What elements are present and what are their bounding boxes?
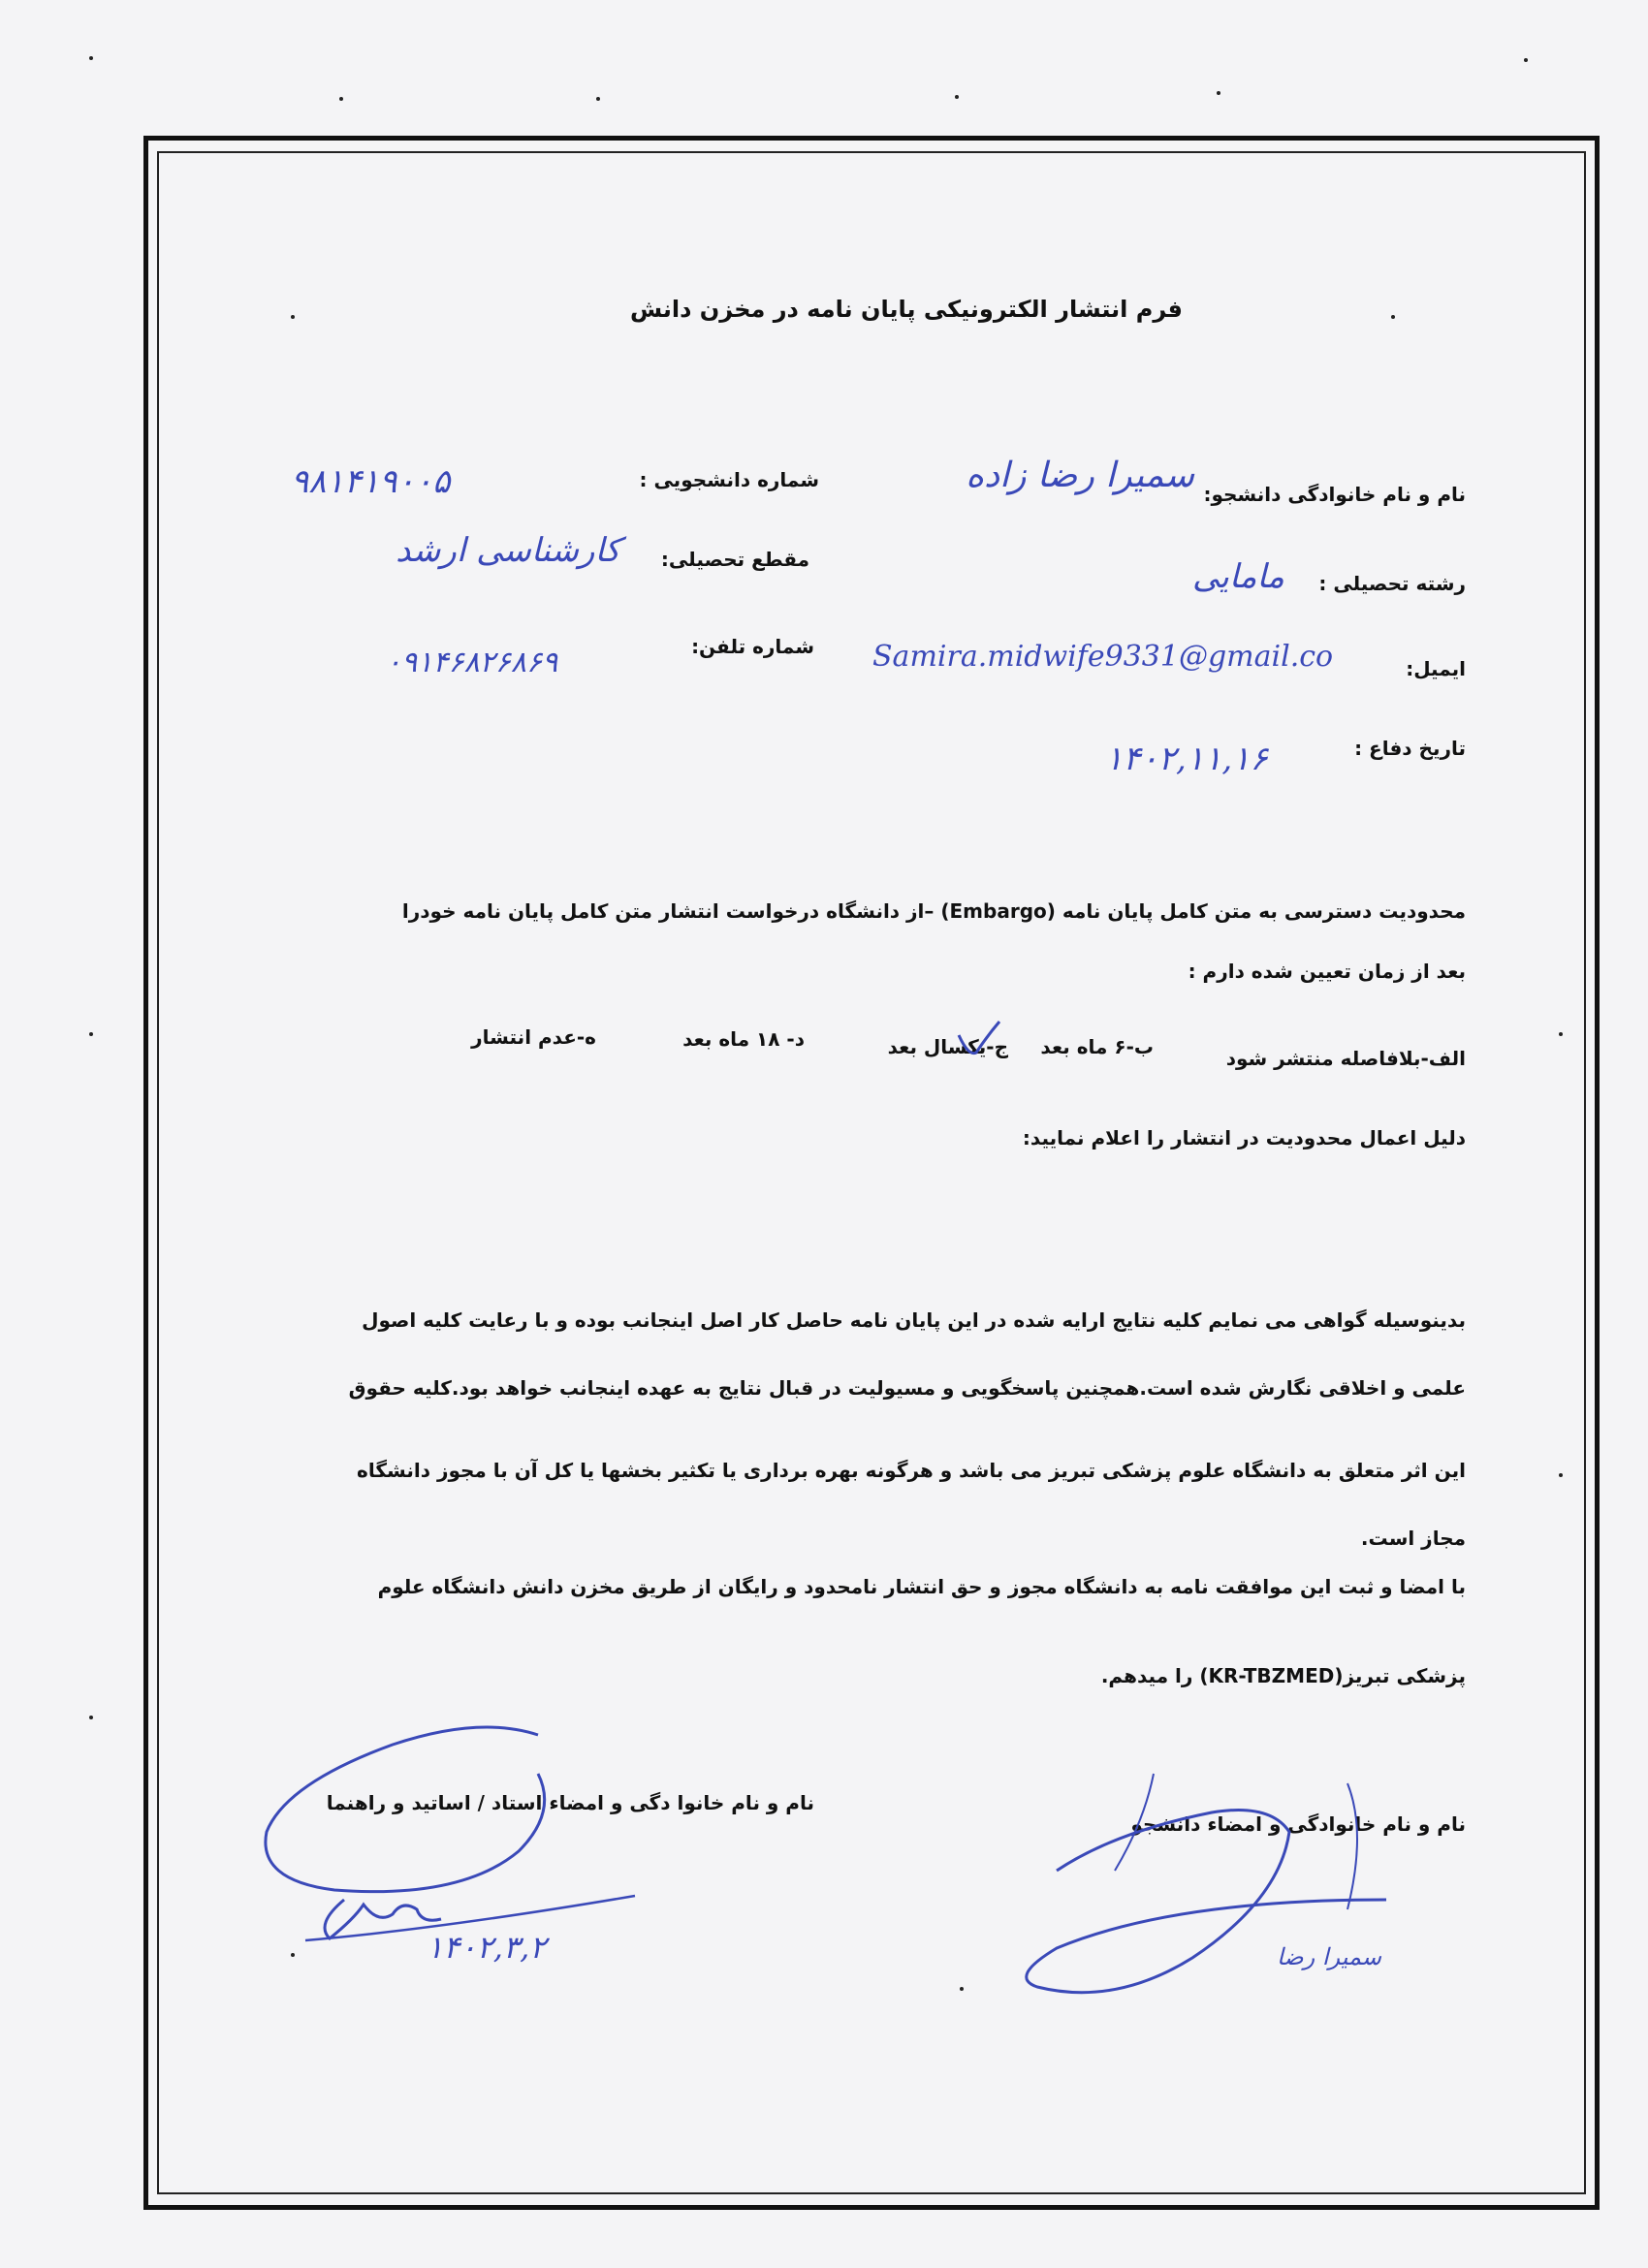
scan-speck [1559, 1032, 1563, 1036]
scan-speck [291, 315, 295, 319]
label-major: رشته تحصیلی : [1318, 572, 1466, 595]
declaration-line-6: پزشکی تبریز(KR-TBZMED) را میدهم. [1100, 1664, 1466, 1687]
declaration-line-2: علمی و اخلاقی نگارش شده است.همچنین پاسخگویی و مسیولیت در قبال نتایج به عهده اینجانب خواهد بود.کلیه حقوق [348, 1376, 1466, 1400]
value-email: Samira.midwife9331@gmail.co [872, 640, 1334, 674]
embargo-reason-label: دلیل اعمال محدودیت در انتشار را اعلام نمایید: [1022, 1126, 1466, 1150]
value-defense-date: ۱۴۰۲,۱۱,۱۶ [1105, 740, 1268, 778]
declaration-line-4: مجاز است. [1360, 1527, 1466, 1550]
scan-speck [960, 1987, 964, 1991]
value-phone: ۰۹۱۴۶۸۲۶۸۶۹ [386, 646, 558, 679]
declaration-line-5: با امضا و ثبت این موافقت نامه به دانشگاه مجوز و حق انتشار نامحدود و رایگان از طریق مخزن دانش دانشگاه علوم [377, 1575, 1466, 1598]
value-student-name: سمیرا رضا زاده [966, 456, 1194, 495]
scan-speck [1559, 1473, 1563, 1477]
form-title: فرم انتشار الکترونیکی پایان نامه در مخزن دانش [629, 296, 1183, 323]
scan-speck [89, 1032, 93, 1036]
label-phone: شماره تلفن: [691, 635, 814, 658]
advisor-signature-label: نام و نام خانوا دگی و امضاء استاد / اساتید و راهنما [326, 1791, 814, 1814]
label-student-number: شماره دانشجویی : [639, 468, 819, 491]
student-signature-label: نام و نام خانوادگی و امضاء دانشجو [1130, 1812, 1466, 1836]
scan-speck [89, 1716, 93, 1719]
scan-speck [1391, 315, 1395, 319]
student-signature [998, 1745, 1406, 2026]
scan-speck [339, 97, 343, 101]
advisor-signature-date: ۱۴۰۲,۳,۲ [427, 1929, 547, 1966]
embargo-option-a: الف-بلافاصله منتشر شود [1225, 1047, 1466, 1070]
embargo-option-c: ج-یکسال بعد [887, 1035, 1008, 1058]
value-major: مامایی [1192, 557, 1284, 596]
label-student-name: نام و نام خانوادگی دانشجو: [1203, 483, 1466, 506]
embargo-text-line1: محدودیت دسترسی به متن کامل پایان نامه (Embargo) –از دانشگاه درخواست انتشار متن کامل پایان نامه خودرا [401, 899, 1466, 923]
label-defense-date: تاریخ دفاع : [1354, 737, 1466, 760]
label-degree: مقطع تحصیلی: [660, 548, 809, 571]
student-signature-name: سمیرا رضا [1276, 1943, 1381, 1970]
scan-speck [955, 95, 959, 99]
label-email: ایمیل: [1406, 657, 1466, 680]
declaration-line-3: این اثر متعلق به دانشگاه علوم پزشکی تبریز می باشد و هرگونه بهره برداری یا تکثیر بخشها یا کل آن با مجوز دانشگاه [357, 1459, 1466, 1482]
checkmark-icon [955, 1018, 1003, 1066]
declaration-line-1: بدینوسیله گواهی می نمایم کلیه نتایج ارایه شده در این پایان نامه حاصل کار اصل اینجانب بوده و با رعایت کلیه اصول [362, 1308, 1466, 1332]
scan-speck [89, 56, 93, 60]
embargo-option-e: ه-عدم انتشار [471, 1025, 596, 1049]
value-student-number: ۹۸۱۴۱۹۰۰۵ [291, 462, 451, 501]
scan-speck [596, 97, 600, 101]
embargo-option-b: ب-۶ ماه بعد [1040, 1035, 1154, 1058]
value-degree: کارشناسی ارشد [396, 531, 620, 570]
scan-speck [1524, 58, 1528, 62]
embargo-option-d: د- ۱۸ ماه بعد [682, 1027, 805, 1051]
scan-speck [1217, 91, 1220, 95]
embargo-text-line2: بعد از زمان تعیین شده دارم : [1188, 960, 1466, 983]
